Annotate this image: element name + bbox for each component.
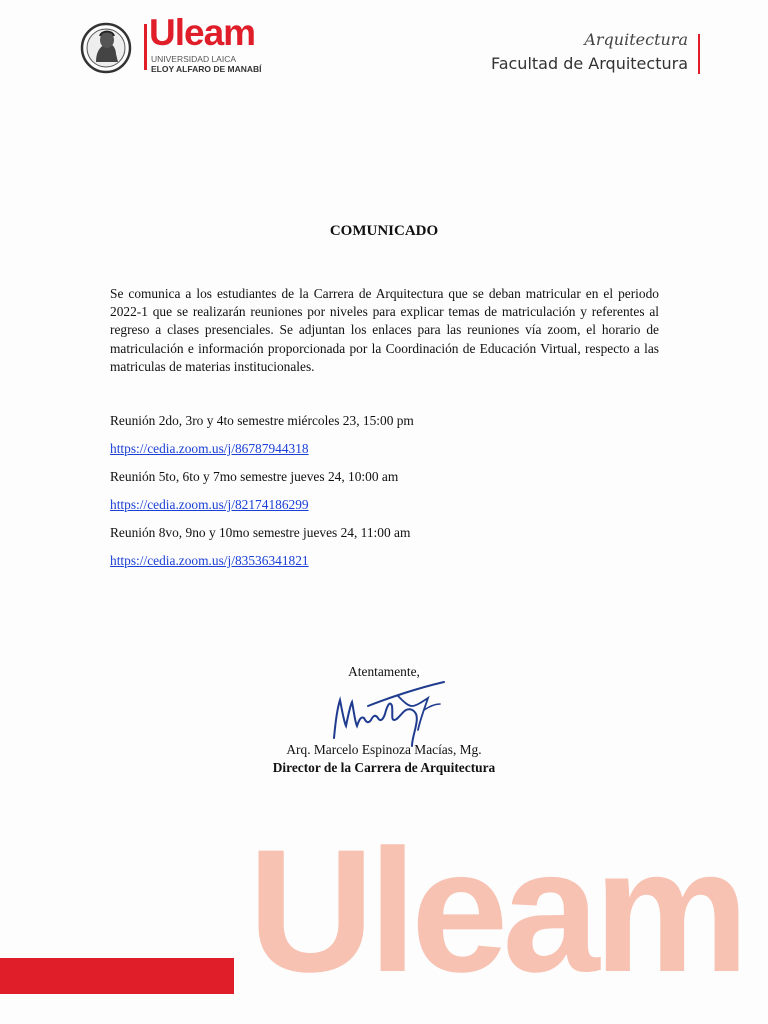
meeting-2-text: Reunión 5to, 6to y 7mo semestre jueves 24, 10:00 am bbox=[110, 469, 399, 484]
meeting-3-link[interactable]: https://cedia.zoom.us/j/83536341821 bbox=[110, 553, 309, 568]
document-title: COMUNICADO bbox=[329, 223, 439, 239]
signer-role: Director de la Carrera de Arquitectura bbox=[272, 760, 496, 775]
document-body: Se comunica a los estudiantes de la Carrera de Arquitectura que se deban matricular en el periodo 2022-1 que se realizarán reuniones por niveles para explicar temas de matriculación y referentes al regreso a clases presenciales. Se adjuntan los enlaces para las reuniones vía zoom, el horario de matriculación e información proporcionada por la Coordinación de Educación Virtual, respecto a las matriculas de materias institucionales. bbox=[110, 286, 659, 374]
university-logo bbox=[80, 12, 280, 76]
faculty-divider bbox=[698, 34, 700, 74]
footer-watermark-logo: Uleam bbox=[248, 814, 744, 1009]
meeting-1-text: Reunión 2do, 3ro y 4to semestre miércoles 23, 15:00 pm bbox=[110, 413, 414, 428]
logo-divider bbox=[144, 24, 147, 70]
meeting-1-link[interactable]: https://cedia.zoom.us/j/86787944318 bbox=[110, 441, 309, 456]
faculty-name: Facultad de Arquitectura bbox=[490, 54, 688, 73]
footer-red-bar bbox=[0, 958, 234, 994]
faculty-logo bbox=[480, 30, 700, 78]
logo-wordmark: Uleam bbox=[149, 12, 256, 53]
signer-name: Arq. Marcelo Espinoza Macías, Mg. bbox=[286, 742, 482, 757]
handwritten-signature bbox=[328, 676, 448, 752]
university-seal-icon bbox=[80, 22, 136, 74]
logo-subtitle-2: ELOY ALFARO DE MANABÍ bbox=[151, 64, 262, 74]
logo-subtitle-1: UNIVERSIDAD LAICA bbox=[151, 54, 237, 64]
closing-salutation: Atentamente, bbox=[348, 664, 420, 679]
uleam-wordmark bbox=[144, 12, 284, 76]
meeting-2-link[interactable]: https://cedia.zoom.us/j/82174186299 bbox=[110, 497, 309, 512]
meeting-3-text: Reunión 8vo, 9no y 10mo semestre jueves 24, 11:00 am bbox=[110, 525, 411, 540]
faculty-script-label: Arquitectura bbox=[584, 30, 688, 49]
